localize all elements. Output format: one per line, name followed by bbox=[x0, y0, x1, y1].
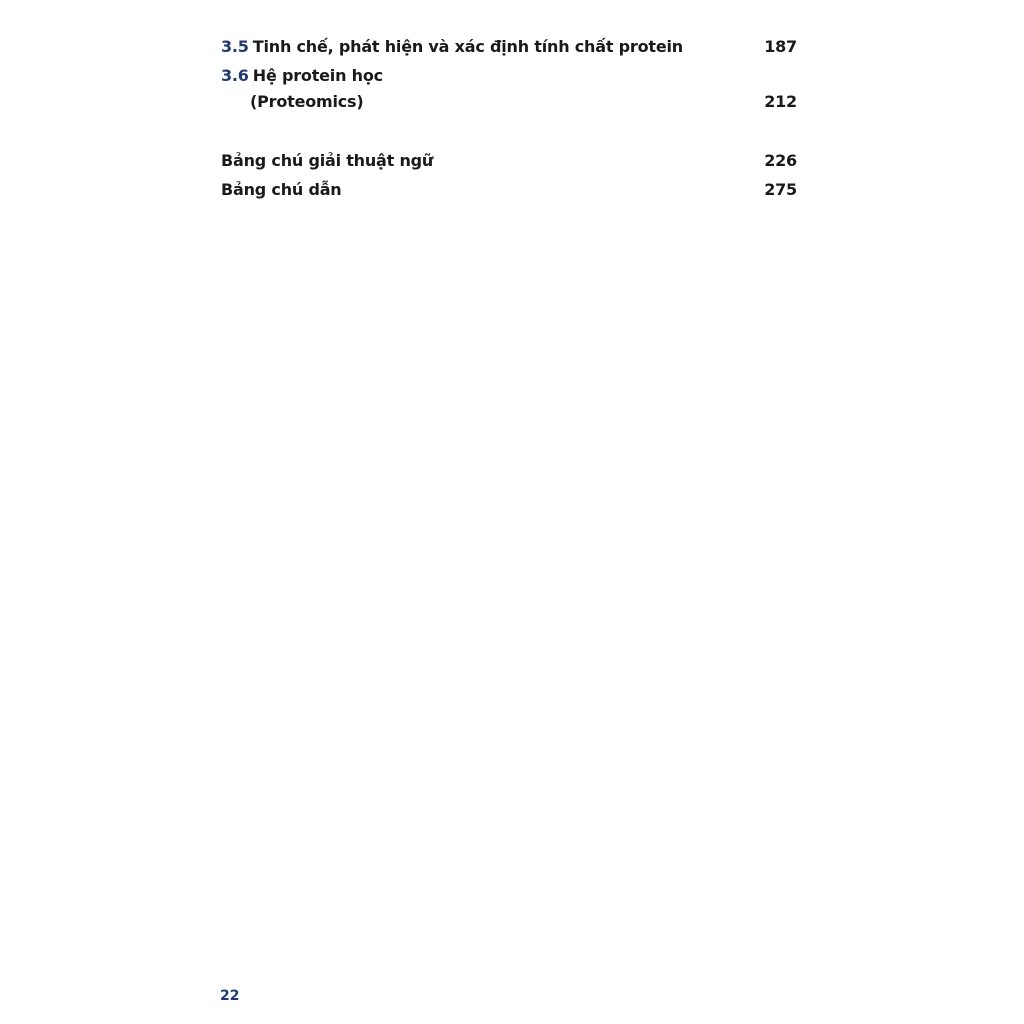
toc-entry-title: Hệ protein học bbox=[252, 66, 383, 85]
toc-entry-subtitle: (Proteomics) bbox=[250, 92, 364, 111]
toc-entry-title: Bảng chú giải thuật ngữ bbox=[221, 151, 434, 170]
toc-entry-glossary[interactable] bbox=[221, 148, 797, 174]
page-number-footer: 22 bbox=[220, 988, 240, 1004]
section-number: 3.5 bbox=[221, 37, 249, 56]
toc-entry-title: Tinh chế, phát hiện và xác định tính chất protein bbox=[252, 37, 683, 56]
toc-page-number: 212 bbox=[764, 92, 797, 111]
toc-page-number: 275 bbox=[764, 180, 797, 199]
toc-entry-index[interactable] bbox=[221, 177, 797, 203]
toc-page-number: 187 bbox=[764, 37, 797, 56]
toc-entry-3-6[interactable] bbox=[221, 63, 797, 115]
toc-entry-title-wrap bbox=[221, 34, 683, 60]
toc-entry-3-5[interactable] bbox=[221, 34, 797, 60]
toc-page-number: 226 bbox=[764, 151, 797, 170]
section-number: 3.6 bbox=[221, 66, 249, 85]
toc-entry-title-wrap bbox=[221, 63, 383, 89]
toc-entry-title: Bảng chú dẫn bbox=[221, 180, 342, 199]
